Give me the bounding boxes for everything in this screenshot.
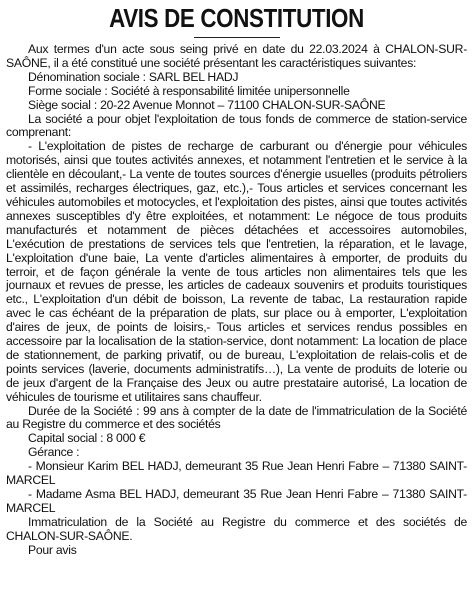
registered-office-line: Siège social : 20-22 Avenue Monnot – 71100 CHALON-SUR-SAÔNE [28,97,386,112]
purpose-details-paragraph: - L'exploitation de pistes de recharge de carburant ou d'énergie pour véhicules motorisés, ainsi que toutes activités annexes, et notamment l'entretien et le service à la clientèle en découlant,- La vente de toutes sources d'énergie usuelles (produits pétroliers et assimilés, recharges électriques, gaz, etc.),- Tous articles et services concernant les véhicules automobiles et motocycles, et l'exploitation des pistes, ainsi que toutes activités annexes susceptibles d'y être exploitées, et notamment: Le négoce de tous produits manufacturés et notamment de pièces détachées et accessoires automobiles, L'exécution de prestations de services tels que l'entretien, la réparation, et le lavage, L'exploitation d'une baie, La vente d'articles alimentaires à emporter, de produits du terroir, et de façon générale la vente de tous articles non alimentaires tels que les journaux et revues de presse, les articles de cadeaux souvenirs et produits touristiques etc., L'exploitation d'un débit de boisson, La revente de tabac, La restauration rapide avec le cas échéant de la préparation de plats, sur place ou à emporter, L'exploitation d'aires de jeux, de points de loisirs,- Tous articles et services rendus possibles en accessoire par la localisation de la station-service, dont notamment: La location de place de stationnement, de parking privatif, ou de bureau, L'exploitation de relais-colis et de points services (laverie, documents administratifs…), La vente de produits de loterie ou de jeux d'argent de la Française des Jeux ou autre prestataire autorisé, La location de véhicules de tourisme et utilitaires sans chauffeur. [6,139,467,404]
company-name-line: Dénomination sociale : SARL BEL HADJ [28,69,239,84]
purpose-intro-paragraph: La société a pour objet l'exploitation de tous fonds de commerce de station-service comprenant: [6,111,467,140]
notice-body [6,43,467,558]
closing-line: Pour avis [28,542,77,557]
management-heading: Gérance : [28,445,80,460]
share-capital-line: Capital social : 8 000 € [28,431,146,446]
notice-title: AVIS DE CONSTITUTION [109,3,364,33]
manager-2-paragraph: - Madame Asma BEL HADJ, demeurant 35 Rue Jean Henri Fabre – 71380 SAINT-MARCEL [6,487,467,515]
title-divider [194,37,280,38]
intro-paragraph: Aux termes d'un acte sous seing privé en date du 22.03.2024 à CHALON-SUR-SAÔNE, il a été constitué une société présentant les caractéristiques suivantes: [6,42,467,70]
duration-paragraph: Durée de la Société : 99 ans à compter de la date de l'immatriculation de la Société au Registre du commerce et des sociétés [6,403,467,432]
registration-paragraph: Immatriculation de la Société au Registre du commerce et des sociétés de CHALON-SUR-SAÔNE. [6,514,467,543]
legal-form-line: Forme sociale : Société à responsabilité limitée unipersonnelle [28,83,350,98]
manager-1-paragraph: - Monsieur Karim BEL HADJ, demeurant 35 Rue Jean Henri Fabre – 71380 SAINT-MARCEL [6,459,467,488]
